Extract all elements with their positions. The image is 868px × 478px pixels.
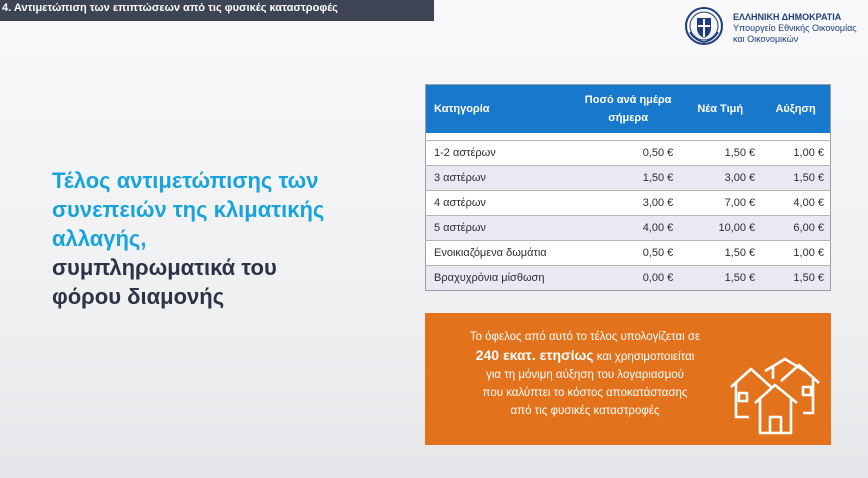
cell-current: 4,00 €: [577, 216, 679, 241]
headline-line-1: Τέλος αντιμετώπισης των: [52, 168, 319, 193]
cell-category: Ενοικιαζόμενα δωμάτια: [426, 241, 577, 266]
government-logo: [684, 6, 864, 46]
section-title-bar: [0, 0, 434, 21]
coat-of-arms-icon: [684, 6, 724, 46]
ministry-line-2: και Οικονομικών: [733, 34, 799, 44]
header-current-amount: Ποσό ανά ημέρα σήμερα: [584, 93, 672, 124]
headline: [52, 166, 372, 311]
cell-new: 3,00 €: [679, 166, 761, 191]
headline-line-4: συμπληρωματικά του: [52, 255, 277, 280]
header-category: Κατηγορία: [434, 102, 490, 115]
cell-new: 1,50 €: [679, 241, 761, 266]
cell-increase: 1,00 €: [761, 241, 830, 266]
houses-icon: [727, 357, 822, 437]
cell-new: 10,00 €: [679, 216, 761, 241]
callout-line-2: [435, 346, 735, 366]
cell-current: 0,50 €: [577, 241, 679, 266]
government-name: ΕΛΛΗΝΙΚΗ ΔΗΜΟΚΡΑΤΙΑ: [733, 12, 842, 22]
cell-increase: 1,50 €: [761, 266, 830, 291]
table-row: [426, 141, 831, 166]
table-row: [426, 241, 831, 266]
headline-line-2: συνεπειών της κλιματικής: [52, 197, 325, 222]
header-increase: Αύξηση: [775, 102, 816, 115]
table-row: [426, 266, 831, 291]
benefit-callout: [425, 313, 831, 445]
callout-text: [435, 328, 735, 420]
callout-highlight: 240 εκατ. ετησίως: [475, 347, 594, 363]
callout-line-1: Το όφελος από αυτό το τέλος υπολογίζεται σε: [469, 331, 701, 343]
cell-current: 1,50 €: [577, 166, 679, 191]
cell-current: 0,00 €: [577, 266, 679, 291]
ministry-line-1: Υπουργείο Εθνικής Οικονομίας: [733, 23, 857, 33]
ministry-name: [733, 23, 857, 45]
cell-new: 1,50 €: [679, 266, 761, 291]
callout-line-4: που καλύπτει το κόστος αποκατάστασης: [482, 387, 688, 399]
cell-new: 1,50 €: [679, 141, 761, 166]
table-row: [426, 166, 831, 191]
section-title: 4. Αντιμετώπιση των επιπτώσεων από τις φυσικές καταστροφές: [2, 2, 338, 14]
cell-increase: 1,50 €: [761, 166, 830, 191]
table-spacer: [426, 133, 831, 141]
cell-current: 3,00 €: [577, 191, 679, 216]
header-new-price: Νέα Τιμή: [697, 102, 744, 115]
cell-category: 5 αστέρων: [426, 216, 577, 241]
cell-current: 0,50 €: [577, 141, 679, 166]
cell-category: 3 αστέρων: [426, 166, 577, 191]
callout-line-5: από τις φυσικές καταστροφές: [510, 405, 660, 417]
headline-line-3: αλλαγής,: [52, 226, 147, 251]
cell-new: 7,00 €: [679, 191, 761, 216]
callout-line-3: για τη μόνιμη αύξηση του λογαριασμού: [486, 369, 684, 381]
fee-table: [425, 84, 831, 291]
cell-increase: 1,00 €: [761, 141, 830, 166]
cell-increase: 4,00 €: [761, 191, 830, 216]
table-row: [426, 216, 831, 241]
cell-category: 4 αστέρων: [426, 191, 577, 216]
headline-line-5: φόρου διαμονής: [52, 284, 225, 309]
table-row: [426, 191, 831, 216]
cell-category: 1-2 αστέρων: [426, 141, 577, 166]
cell-category: Βραχυχρόνια μίσθωση: [426, 266, 577, 291]
cell-increase: 6,00 €: [761, 216, 830, 241]
table-header-row: [426, 85, 831, 133]
callout-line-2-rest: και χρησιμοποιείται: [593, 351, 695, 363]
